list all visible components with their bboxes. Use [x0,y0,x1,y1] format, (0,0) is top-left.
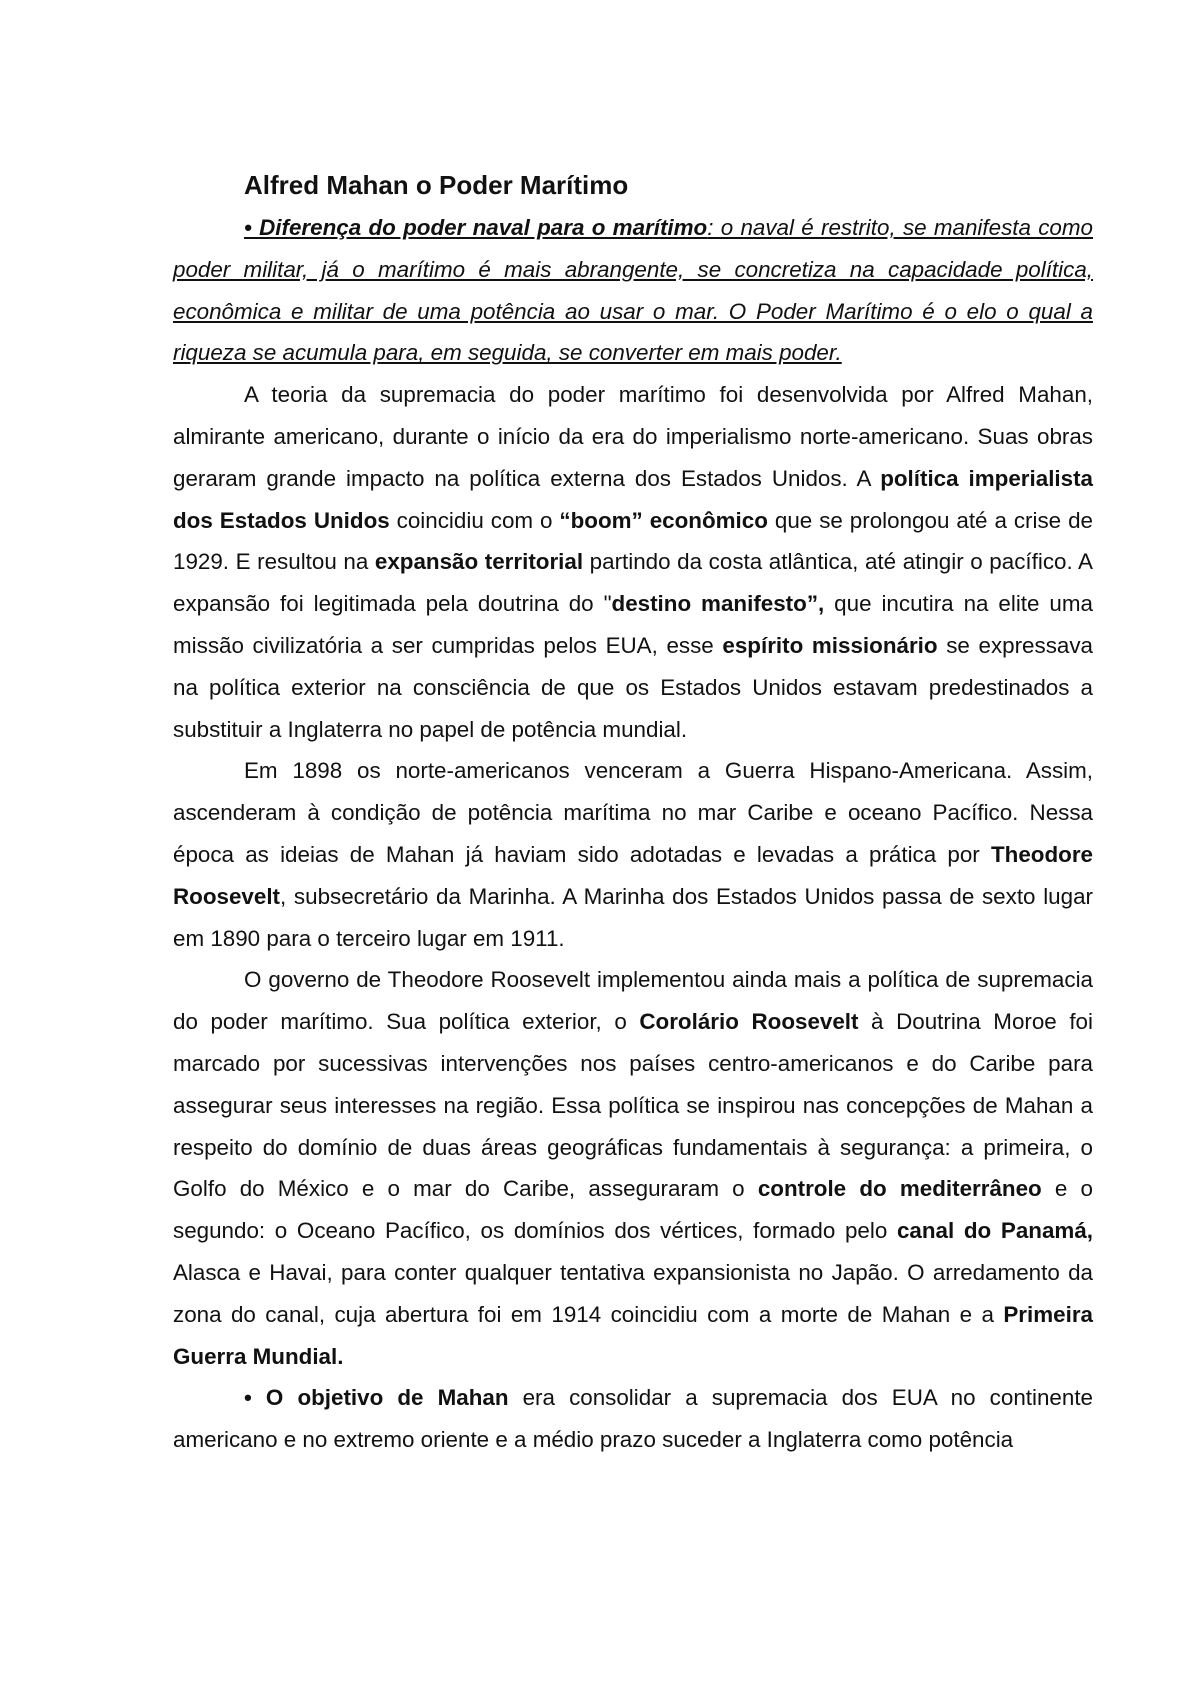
paragraph-objective [173,1377,1093,1461]
paragraph-text: : o naval é restrito, se manifesta como poder militar, já o marítimo é mais abrangente, se concretiza na capacidade política, econômica e militar de uma potência ao usar o mar. O Poder Marítimo é o elo o qual a riqueza se acumula para, em seguida, se converter em mais poder. [173,215,1093,366]
paragraph-text: que incutira na elite uma missão civilizatória a ser cumpridas pelos EUA, esse [173,591,1093,658]
bold-text: Theodore Roosevelt [173,841,1093,909]
paragraph-text: Em 1898 os norte-americanos venceram a Guerra Hispano-Americana. Assim, ascenderam à condição de potência marítima no mar Caribe e oceano Pacífico. Nessa época as ideias de Mahan já haviam sido adotadas e levadas a prática por [173,758,1093,867]
bold-text: Primeira Guerra Mundial. [173,1301,1093,1369]
bold-text: expansão territorial [374,549,584,575]
bold-text: política imperialista dos Estados Unidos [173,465,1093,533]
bold-text: Corolário Roosevelt [639,1009,859,1035]
bold-text: • O objetivo de Mahan [244,1385,509,1411]
bold-text: “boom” econômico [559,507,768,533]
paragraph-text: O governo de Theodore Roosevelt implementou ainda mais a política de supremacia do poder marítimo. Sua política exterior, o [173,967,1093,1035]
bold-text: • Diferença do poder naval para o marítimo [244,215,708,240]
paragraph-theory [173,374,1093,750]
paragraph-text: , subsecretário da Marinha. A Marinha dos Estados Unidos passa de sexto lugar em 1890 para o terceiro lugar em 1911. [173,883,1093,951]
bold-text: controle do mediterrâneo [757,1176,1042,1202]
paragraph-text: que se prolongou até a crise de 1929. E resultou na [173,507,1093,575]
paragraph-text: à Doutrina Moroe foi marcado por sucessivas intervenções nos países centro-americanos e do Caribe para assegurar seus interesses na região. Essa política se inspirou nas concepções de Mahan a respeito do domínio de duas áreas geográficas fundamentais à segurança: a primeira, o Golfo do México e o mar do Caribe, asseguraram o [173,1009,1093,1202]
paragraph-roosevelt [173,959,1093,1377]
paragraph-text: e o segundo: o Oceano Pacífico, os domínios dos vértices, formado pelo [173,1176,1093,1244]
bold-text: destino manifesto”, [611,591,825,617]
document-title: Alfred Mahan o Poder Marítimo [244,170,629,200]
paragraph-text: era consolidar a supremacia dos EUA no continente americano e no extremo oriente e a médio prazo suceder a Inglaterra como potência [173,1385,1094,1453]
paragraph-naval-vs-maritime [173,207,1093,374]
paragraph-1898 [173,750,1093,959]
paragraph-text: coincidiu com o [389,507,560,533]
document-body [173,163,1093,1461]
paragraph-text: partindo da costa atlântica, até atingir o pacífico. A expansão foi legitimada pela doutrina do " [173,549,1093,617]
bold-text: canal do Panamá, [896,1218,1093,1244]
paragraph-text: Alasca e Havai, para conter qualquer tentativa expansionista no Japão. O arredamento da zona do canal, cuja abertura foi em 1914 coincidiu com a morte de Mahan e a [173,1259,1093,1327]
paragraph-text: se expressava na política exterior na consciência de que os Estados Unidos estavam predestinados a substituir a Inglaterra no papel de potência mundial. [173,632,1093,742]
bold-text: espírito missionário [722,632,938,658]
paragraph-text: A teoria da supremacia do poder marítimo foi desenvolvida por Alfred Mahan, almirante americano, durante o início da era do imperialismo norte-americano. Suas obras geraram grande impacto na política externa dos Estados Unidos. A [173,382,1093,491]
